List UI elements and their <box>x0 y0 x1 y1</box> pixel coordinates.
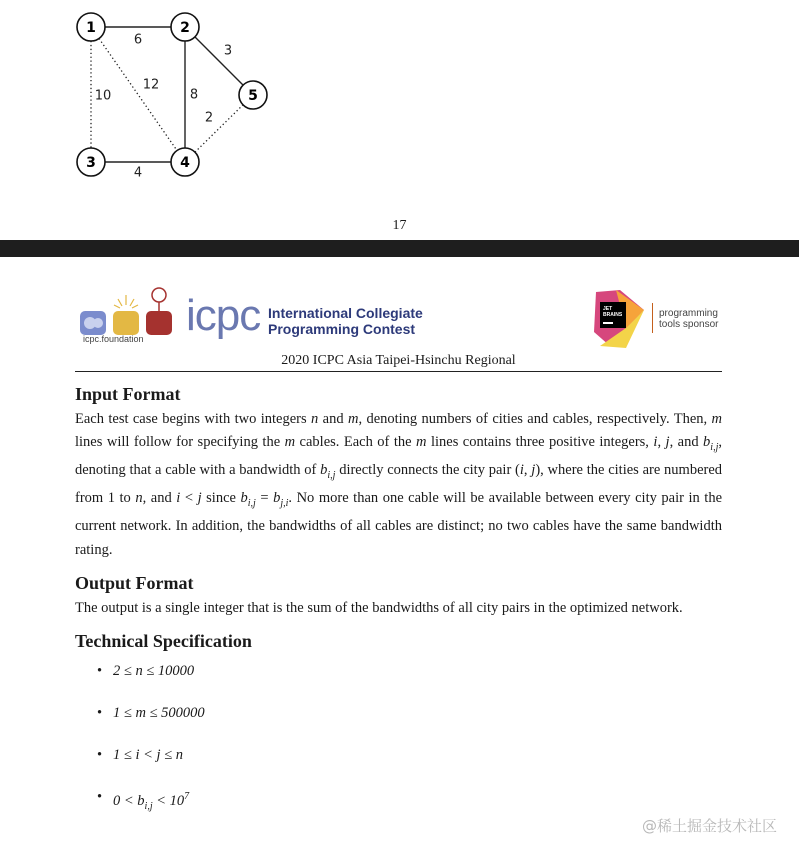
edge-weight-label: 3 <box>223 43 233 59</box>
graph-node-label: 4 <box>180 155 190 171</box>
page-separator <box>0 240 799 257</box>
sponsor-divider <box>652 303 653 333</box>
foundation-label: icpc.foundation <box>83 334 144 344</box>
graph-node-label: 3 <box>86 155 96 171</box>
edge-weight-label: 6 <box>133 32 143 48</box>
output-format-heading: Output Format <box>75 572 194 593</box>
edge-weight-label: 2 <box>204 110 214 126</box>
header-rule <box>75 371 722 372</box>
technical-specification-list <box>75 662 722 823</box>
network-graph-figure <box>0 0 300 190</box>
svg-text:JET: JET <box>603 306 613 312</box>
contest-name: 2020 ICPC Asia Taipei-Hsinchu Regional <box>281 353 516 368</box>
page-number: 17 <box>392 218 407 233</box>
spec-item: • 1 ≤ m ≤ 500000 <box>75 704 722 739</box>
icpc-title <box>268 305 423 337</box>
graph-edge-4-5 <box>195 105 243 152</box>
spec-item: • $0 < b_{i,j} < 10^7$ <box>75 788 722 823</box>
graph-node-label: 1 <box>86 20 96 36</box>
sponsor-text <box>659 308 718 330</box>
sponsor-line2: tools sponsor <box>659 319 719 330</box>
spec-item: • 2 ≤ n ≤ 10000 <box>75 662 722 697</box>
jetbrains-logo <box>586 288 652 350</box>
graph-edge-2-5 <box>195 37 243 85</box>
watermark: @稀土掘金技术社区 <box>642 817 778 835</box>
graph-node-label: 2 <box>180 20 190 36</box>
edge-weight-label: 8 <box>189 87 199 103</box>
problem-content <box>75 380 722 823</box>
spec-item: • 1 ≤ i < j ≤ n <box>75 746 722 781</box>
sponsor-line1: programming <box>659 308 718 319</box>
icpc-title-line1: International Collegiate <box>268 305 423 321</box>
edge-weight-label: 10 <box>94 88 112 104</box>
icpc-title-line2: Programming Contest <box>268 321 416 337</box>
icpc-logo-mark: icpc <box>186 291 261 340</box>
edge-weight-label: 4 <box>133 165 143 181</box>
svg-text:BRAINS: BRAINS <box>603 312 623 318</box>
graph-node-label: 5 <box>248 88 258 104</box>
input-format-heading: Input Format <box>75 384 181 404</box>
technical-specification-heading: Technical Specification <box>75 631 252 652</box>
input-format-text: Each test case begins with two integers n and m, denoting numbers of cities and cables, respectively. Then, m lines will follow for specifying the m cables. Each of the m lines contains three positive integers, i, j, and $b_{i,j}$, denoting that a cable with a bandwidth of $b_{i,j}$ directly connects the city pair (i, j), where the cities are numbered from 1 to n, and i < j since $b_{i,j} = b_{j,i}$. No more than one cable will be available between every city pair in the current network. In addition, the bandwidths of all cables are distinct; no two cables have the same bandwidth rating. <box>75 411 723 558</box>
output-format-text: The output is a single integer that is the sum of the bandwidths of all city pairs in the optimized network. <box>75 599 683 616</box>
edge-weight-label: 12 <box>142 77 160 93</box>
